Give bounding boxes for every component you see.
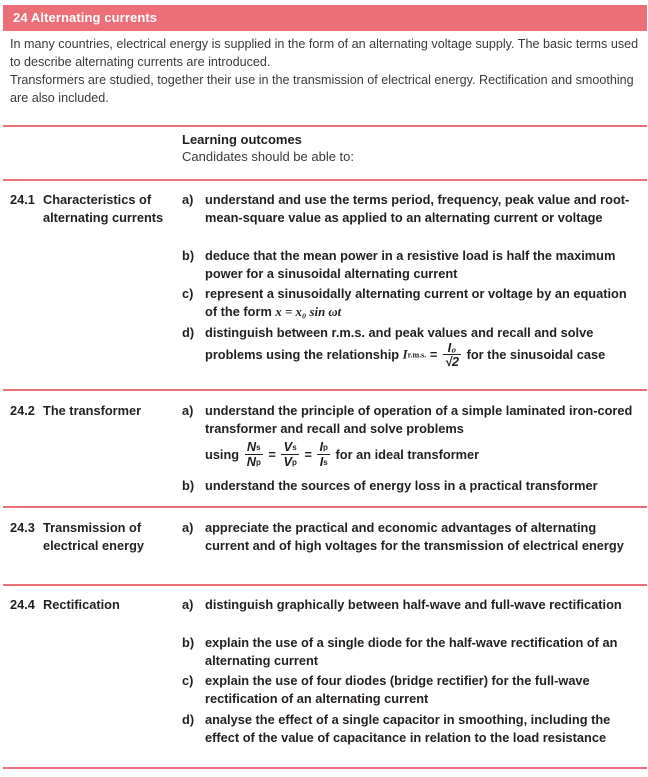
equation-formula: x = x₀ sin ωt [275, 304, 342, 319]
outcome-text: appreciate the practical and economic advantages of alternating current and of high voltages for the transmission of electrical energy [205, 520, 624, 553]
divider [3, 389, 647, 391]
intro-paragraph-1: In many countries, electrical energy is supplied in the form of an alternating voltage supply. The basic terms used to describe alternating currents are introduced. [10, 37, 639, 69]
outcome-text: represent a sinusoidally alternating current or voltage by an equation of the form x = x₀ sin ωt [205, 286, 627, 319]
outcome-text: understand the sources of energy loss in a practical transformer [205, 478, 598, 493]
topic-number: 24.3 [10, 520, 35, 535]
outcome-text: understand the principle of operation of a simple laminated iron-cored transformer and recall and solve problems [205, 403, 633, 436]
outcome-letter: b) [182, 478, 195, 493]
outcome-text: understand and use the terms period, frequency, peak value and root-mean-square value as applied to an alternating current or voltage [205, 192, 630, 225]
outcome-letter: d) [182, 712, 195, 727]
topic-number: 24.4 [10, 597, 35, 612]
outcome-text: explain the use of a single diode for the half-wave rectification of an alternating current [205, 635, 618, 668]
outcome-letter: a) [182, 192, 194, 207]
topic-number: 24.1 [10, 192, 35, 207]
divider [3, 179, 647, 181]
voltage-ratio: $\frac{Vs}{Vp}$ [283, 439, 297, 470]
section-header-bar [3, 5, 647, 31]
rms-formula-lhs: Ir.m.s. [402, 347, 427, 362]
intro-paragraph-2: Transformers are studied, together their use in the transmission of electrical energy. Rectification and smoothing are also included. [10, 73, 634, 105]
outcome-letter: c) [182, 673, 194, 688]
divider [3, 506, 647, 508]
topic-title: The transformer [43, 403, 142, 418]
outcome-text: explain the use of four diodes (bridge rectifier) for the full-wave rectification of an alternating current [205, 673, 590, 706]
outcome-text: analyse the effect of a single capacitor in smoothing, including the effect of the value of capacitance in relation to the load resistance [205, 712, 611, 745]
divider [3, 767, 647, 769]
topic-title: Rectification [43, 597, 120, 612]
divider [3, 584, 647, 586]
topic-title: Transmission of electrical energy [43, 520, 145, 553]
outcome-text: distinguish graphically between half-wave and full-wave rectification [205, 597, 622, 612]
topic-title: Characteristics of alternating currents [43, 192, 164, 225]
rms-fraction: $\frac{\text{I₀}}{√2}$ [444, 340, 459, 369]
outcome-letter: a) [182, 520, 194, 535]
outcome-letter: a) [182, 403, 194, 418]
outcome-letter: d) [182, 325, 195, 340]
rms-formula-line: problems using the relationship Ir.m.s. = $\frac{\text{I₀}}{√2}$ for the sinusoidal case [205, 340, 606, 369]
topic-number: 24.2 [10, 403, 35, 418]
learning-outcomes-subtitle: Candidates should be able to: [182, 149, 355, 164]
outcome-letter: b) [182, 635, 195, 650]
divider [3, 125, 647, 127]
outcome-letter: c) [182, 286, 194, 301]
current-ratio: $\frac{Ip}{Is}$ [319, 439, 328, 470]
section-title: 24 Alternating currents [13, 10, 158, 25]
turns-ratio: $\frac{Ns}{Np}$ [246, 439, 261, 470]
transformer-formula-line: using $\frac{Ns}{Np}$ = $\frac{Vs}{Vp}$ = $\frac{Ip}{Is}$ for an ideal transformer [205, 439, 480, 470]
outcome-letter: b) [182, 248, 195, 263]
outcome-letter: a) [182, 597, 194, 612]
outcome-text: distinguish between r.m.s. and peak values and recall and solve [205, 325, 594, 340]
learning-outcomes-heading: Learning outcomes [182, 132, 302, 147]
outcome-text: deduce that the mean power in a resistive load is half the maximum power for a sinusoidal alternating current [205, 248, 616, 281]
